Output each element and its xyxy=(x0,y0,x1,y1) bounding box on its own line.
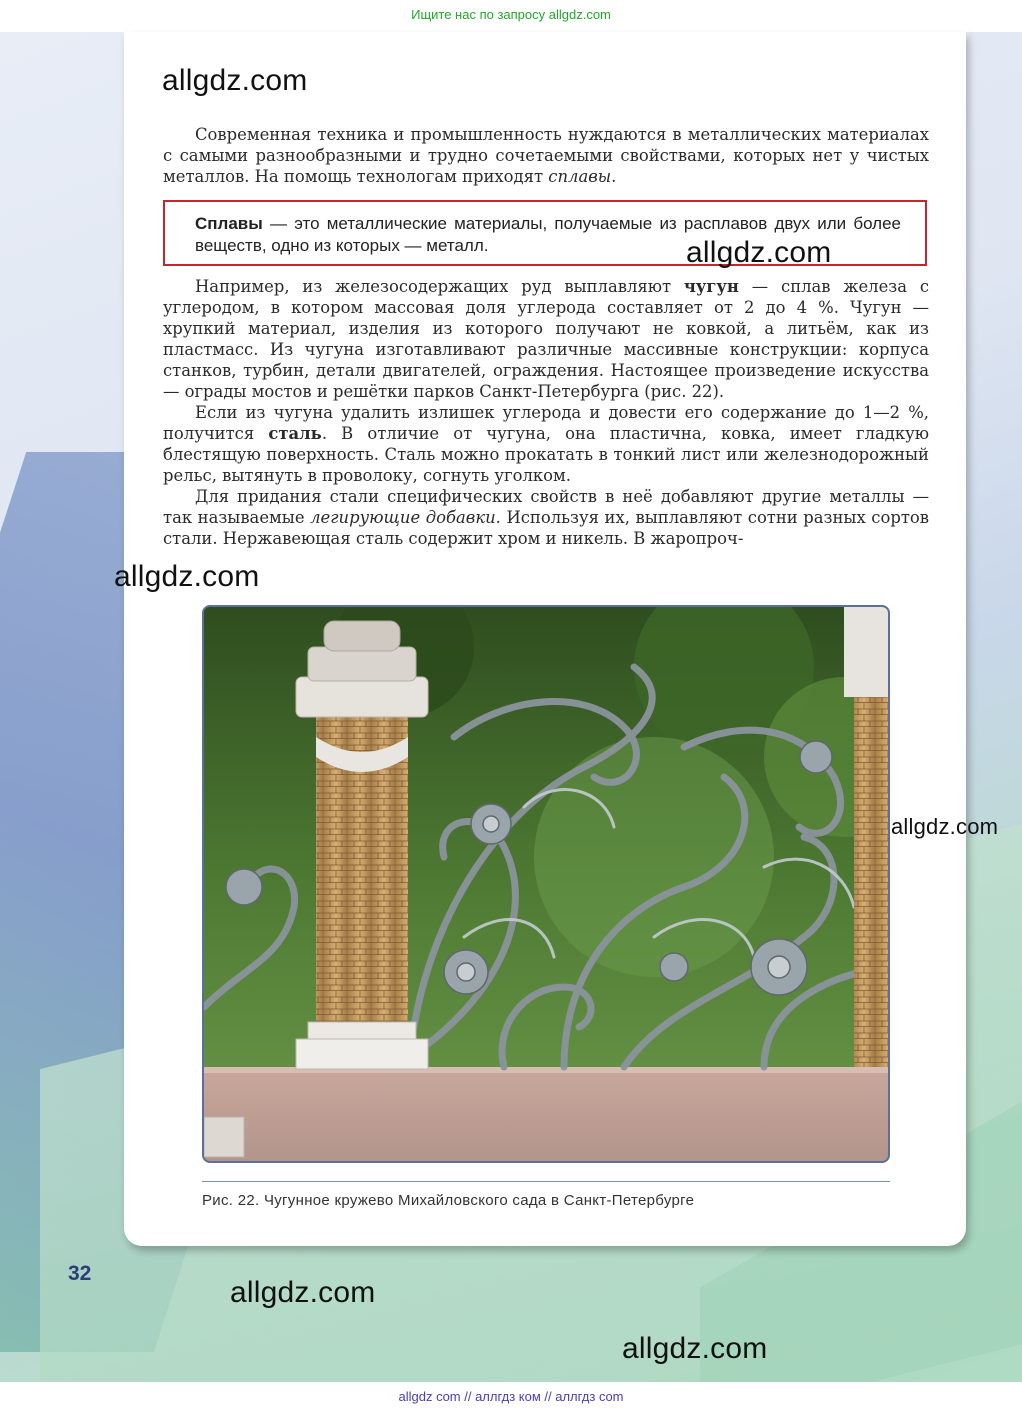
term-steel: сталь xyxy=(268,424,322,443)
page-number: 32 xyxy=(68,1262,92,1285)
caption-divider xyxy=(202,1181,890,1182)
watermark: allgdz.com xyxy=(114,560,260,593)
figure-photo-cast-iron-fence xyxy=(202,605,890,1163)
paragraph-steel: Если из чугуна удалить излишек углерода и довести его содержание до 1—2 %, получится сталь. В отличие от чугуна, она пластична, ковка, имеет гладкую блестящую поверхность. Сталь можно прокатать в тонкий лист или железнодорожный рельс, вытянуть в проволоку, согнуть уголком. xyxy=(163,403,929,485)
watermark: allgdz.com xyxy=(230,1276,376,1309)
term-alloys: сплавы xyxy=(548,167,612,186)
paragraph-alloying: Для придания стали специфических свойств в неё добавляют другие металлы — так называемые легирующие добавки. Используя их, выплавляют сотни разных сортов стали. Нержавеющая сталь содержит хром и никель. В жаропроч- xyxy=(163,487,929,548)
term-cast-iron: чугун xyxy=(683,277,739,296)
term-alloying-additives: легирующие добавки xyxy=(310,508,496,527)
watermark: allgdz.com xyxy=(622,1332,768,1365)
bottom-link-strip[interactable]: allgdz com // аллгдз ком // аллгдз com xyxy=(0,1382,1022,1415)
top-banner[interactable]: Ищите нас по запросу allgdz.com xyxy=(0,0,1022,32)
paragraph-cast-iron: Например, из железосодержащих руд выплавляют чугун — сплав железа с углеродом, в котором массовая доля углерода составляет от 2 до 4 %. Чугун — хрупкий материал, изделия из которого получают не ковкой, а литьём, как из пластмасс. Из чугуна изготавливают различные массивные конструкции: корпуса станков, турбин, детали двигателей, ограждения. Настоящее произведение искусства — ограды мостов и решётки парков Санкт-Петербурга (рис. 22). xyxy=(163,277,930,401)
watermark: allgdz.com xyxy=(686,236,832,269)
figure-caption: Рис. 22. Чугунное кружево Михайловского сада в Санкт-Петербурге xyxy=(202,1192,695,1209)
main-text xyxy=(163,276,929,549)
definition-text: — это металлические материалы, получаемые из расплавов двух или более веществ, одно из которых — металл. xyxy=(195,214,901,255)
watermark: allgdz.com xyxy=(891,814,999,839)
intro-paragraph: Современная техника и промышленность нуждаются в металлических материалах с самыми разнообразными и трудно сочетаемыми свойствами, которых нет у чистых металлов. На помощь технологам приходят сплавы. xyxy=(163,125,929,186)
watermark: allgdz.com xyxy=(162,64,308,97)
definition-term: Сплавы xyxy=(195,214,263,233)
fence-illustration xyxy=(204,607,888,1161)
